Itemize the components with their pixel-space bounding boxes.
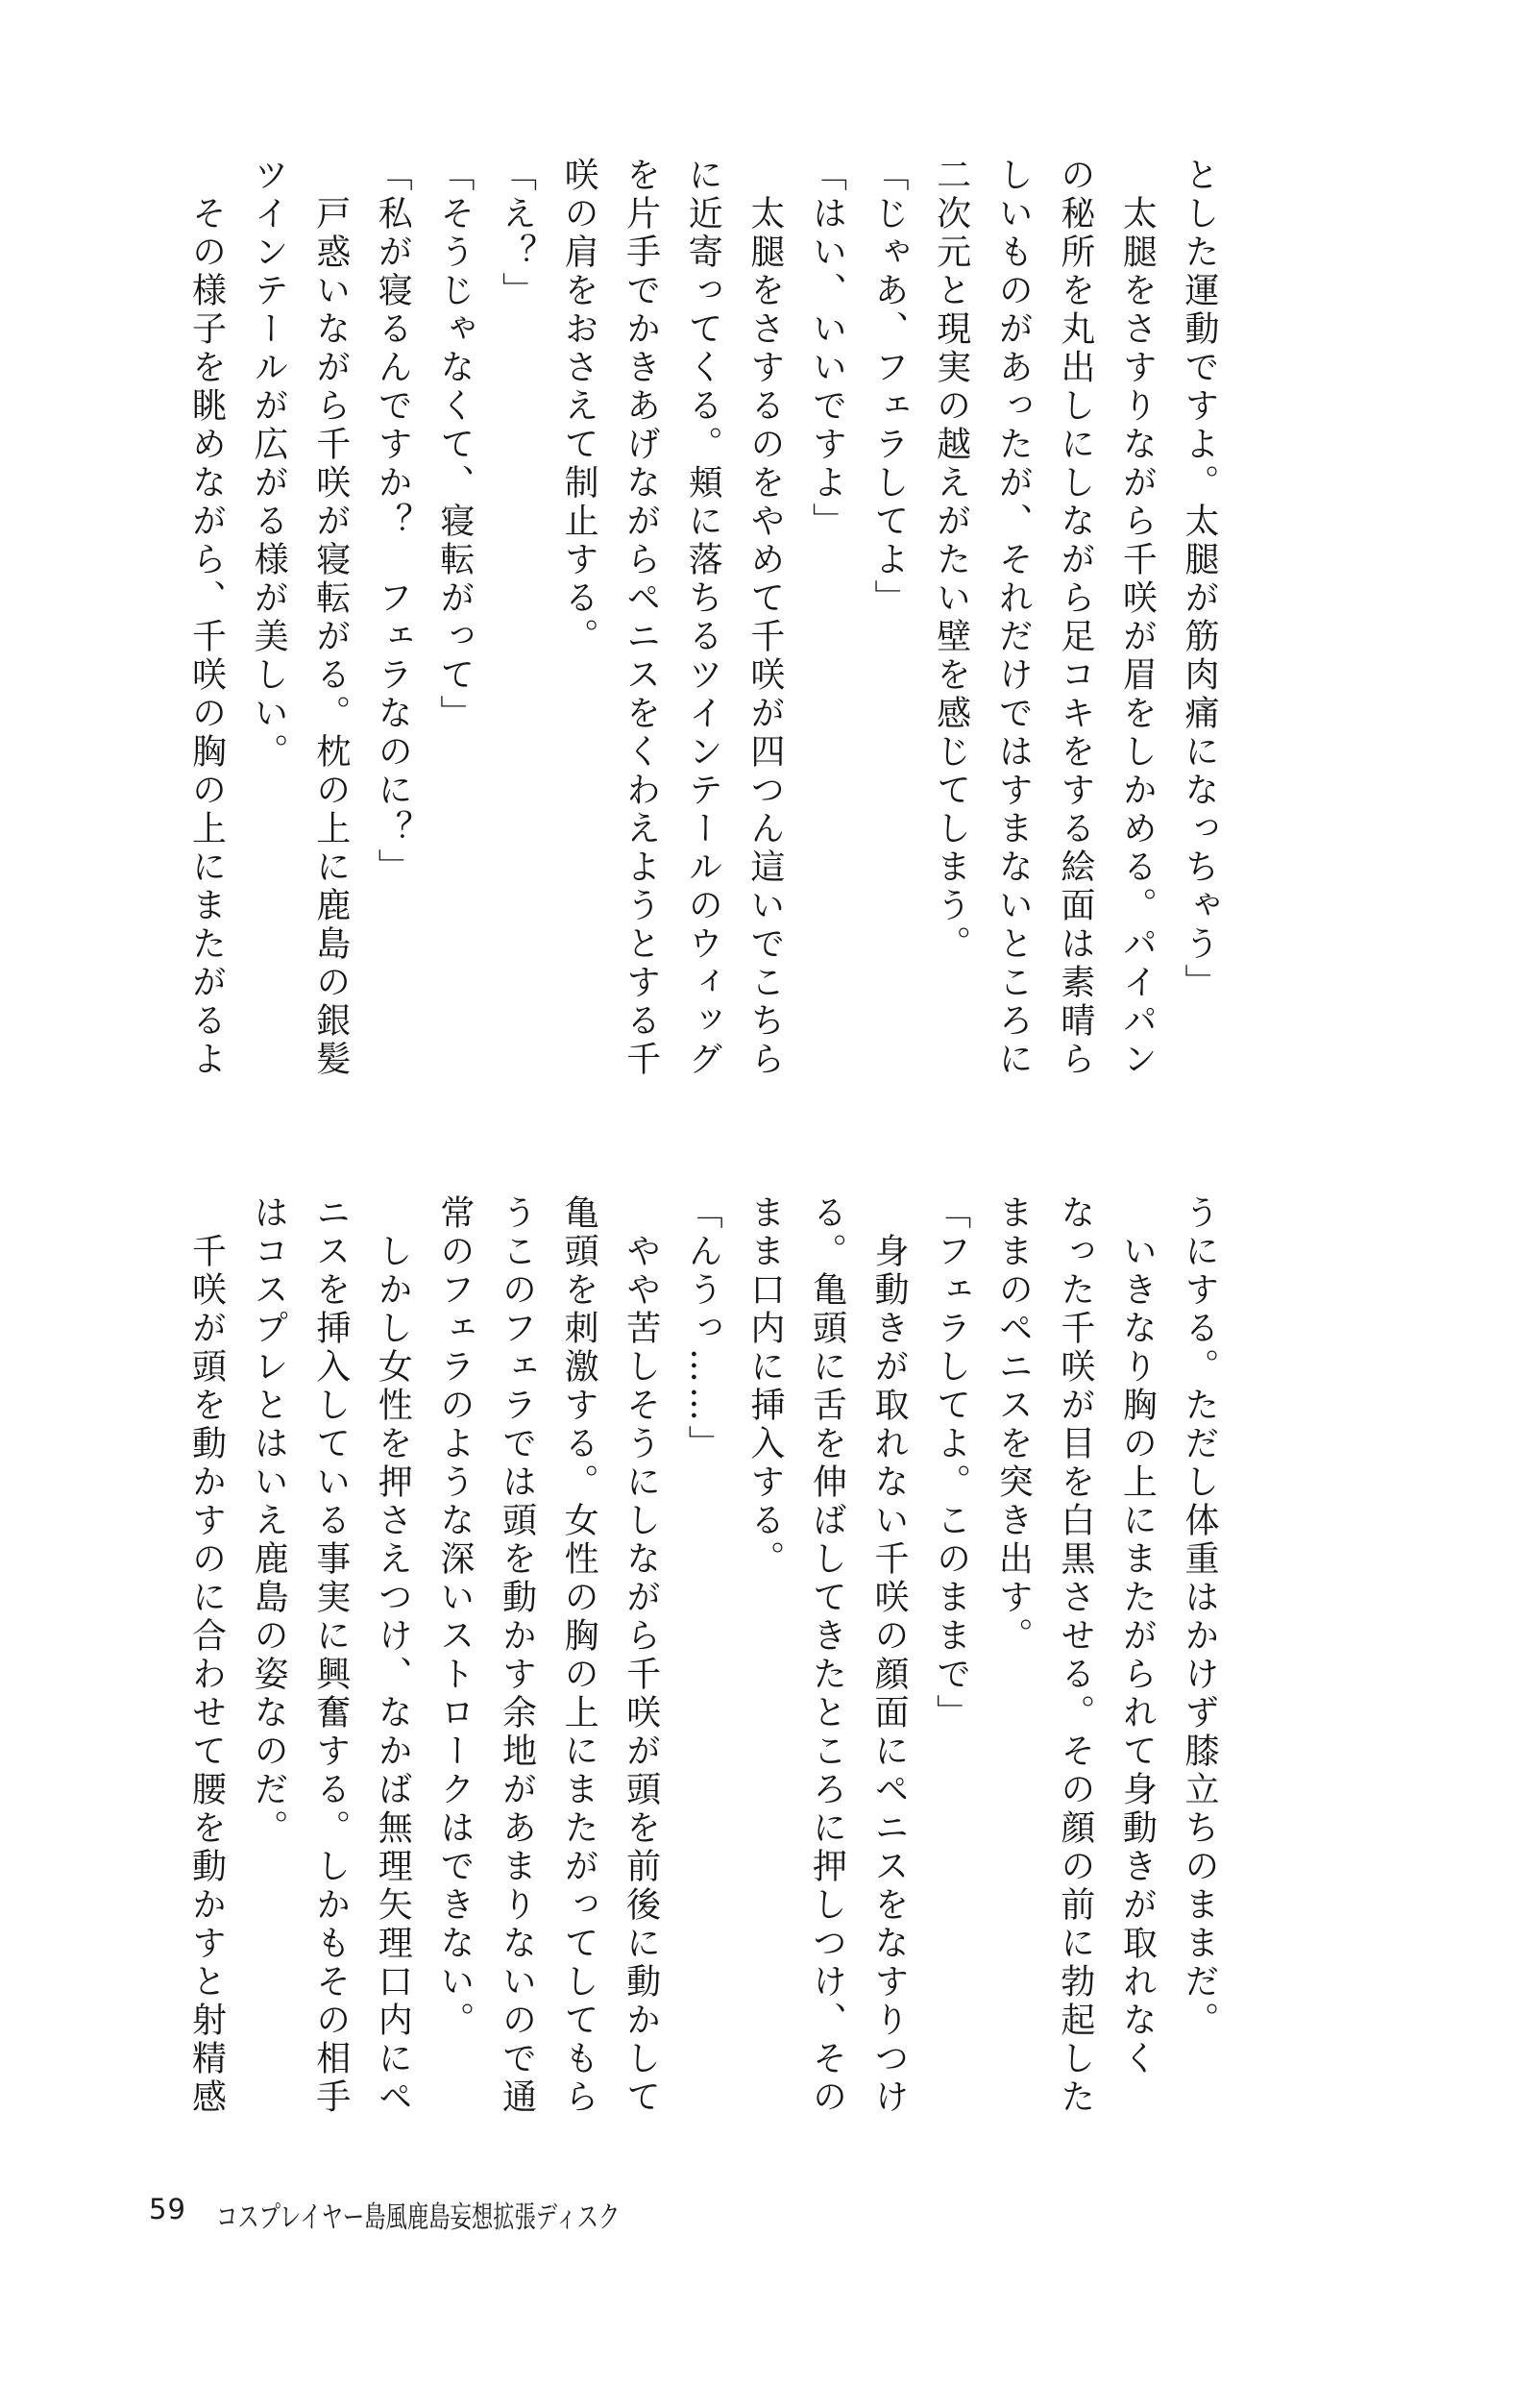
text-column: いきなり胸の上にまたがられて身動きが取れなく	[1117, 1194, 1158, 2078]
text-column: 咲の肩をおさえて制止する。	[559, 157, 599, 656]
text-column: うにする。ただし体重はかけず膝立ちのままだ。	[1180, 1194, 1219, 2040]
text-column: 「じゃあ、フェラしてよ」	[869, 157, 910, 618]
text-column: ニスを挿入している事実に興奮する。しかもその相手	[310, 1194, 351, 2117]
text-column: 太腿をさするのをやめて千咲が四つん這いでこちら	[744, 157, 785, 1079]
bottom-text-block	[173, 1194, 1230, 2175]
text-column: 「はい、いいですよ」	[807, 157, 847, 541]
text-column: 身動きが取れない千咲の顔面にペニスをなすりつけ	[869, 1194, 910, 2117]
text-column: の秘所を丸出しにしながら足コキをする絵面は素晴ら	[1055, 157, 1095, 1079]
text-column: 「そうじゃなくて、寝転がって」	[434, 157, 475, 733]
text-column: に近寄ってくる。頬に落ちるツインテールのウィッグ	[683, 157, 723, 1079]
top-text-block	[173, 157, 1230, 1122]
text-column: 二次元と現実の越えがたい壁を感じてしまう。	[931, 157, 971, 964]
text-column: 「え？」	[497, 157, 537, 310]
text-column: 亀頭を刺激する。女性の胸の上にまたがってしてもら	[559, 1194, 599, 2117]
text-column: しかし女性を押さえつけ、なかば無理矢理口内にペ	[373, 1194, 413, 2117]
text-column: はコスプレとはいえ鹿島の姿なのだ。	[249, 1194, 289, 1848]
text-column: る。亀頭に舌を伸ばしてきたところに押しつけ、その	[807, 1194, 847, 2117]
text-column: 「んうっ……」	[683, 1194, 723, 1463]
text-column: を片手でかきあげながらペニスをくわえようとする千	[621, 157, 661, 1079]
text-column: しいものがあったが、それだけではすまないところに	[993, 157, 1034, 1079]
text-column: ままのペニスを突き出す。	[993, 1194, 1034, 1656]
text-column: うこのフェラでは頭を動かす余地があまりないので通	[497, 1194, 537, 2117]
text-column: 戸惑いながら千咲が寝転がる。枕の上に鹿島の銀髪	[310, 157, 351, 1079]
text-column: なった千咲が目を白黒させる。その顔の前に勃起した	[1055, 1194, 1095, 2117]
text-column: ツインテールが広がる様が美しい。	[249, 157, 289, 772]
text-column: その様子を眺めながら、千咲の胸の上にまたがるよ	[186, 157, 227, 1079]
text-column: まま口内に挿入する。	[744, 1194, 785, 1579]
page-number: 59	[149, 2193, 186, 2225]
footer-title: コスプレイヤー島風鹿島妄想拡張ディスク	[216, 2200, 621, 2235]
text-column: とした運動ですよ。太腿が筋肉痛になっちゃう」	[1180, 157, 1219, 1002]
text-column: 太腿をさすりながら千咲が眉をしかめる。パイパン	[1117, 157, 1158, 1079]
text-column: やや苦しそうにしながら千咲が頭を前後に動かして	[621, 1194, 661, 2117]
page-footer	[149, 2193, 777, 2235]
text-column: 「フェラしてよ。このままで」	[931, 1194, 971, 1732]
text-column: 千咲が頭を動かすのに合わせて腰を動かすと射精感	[186, 1194, 227, 2117]
text-column: 常のフェラのような深いストロークはできない。	[434, 1194, 475, 2040]
text-column: 「私が寝るんですか？ フェラなのに？」	[373, 157, 413, 887]
